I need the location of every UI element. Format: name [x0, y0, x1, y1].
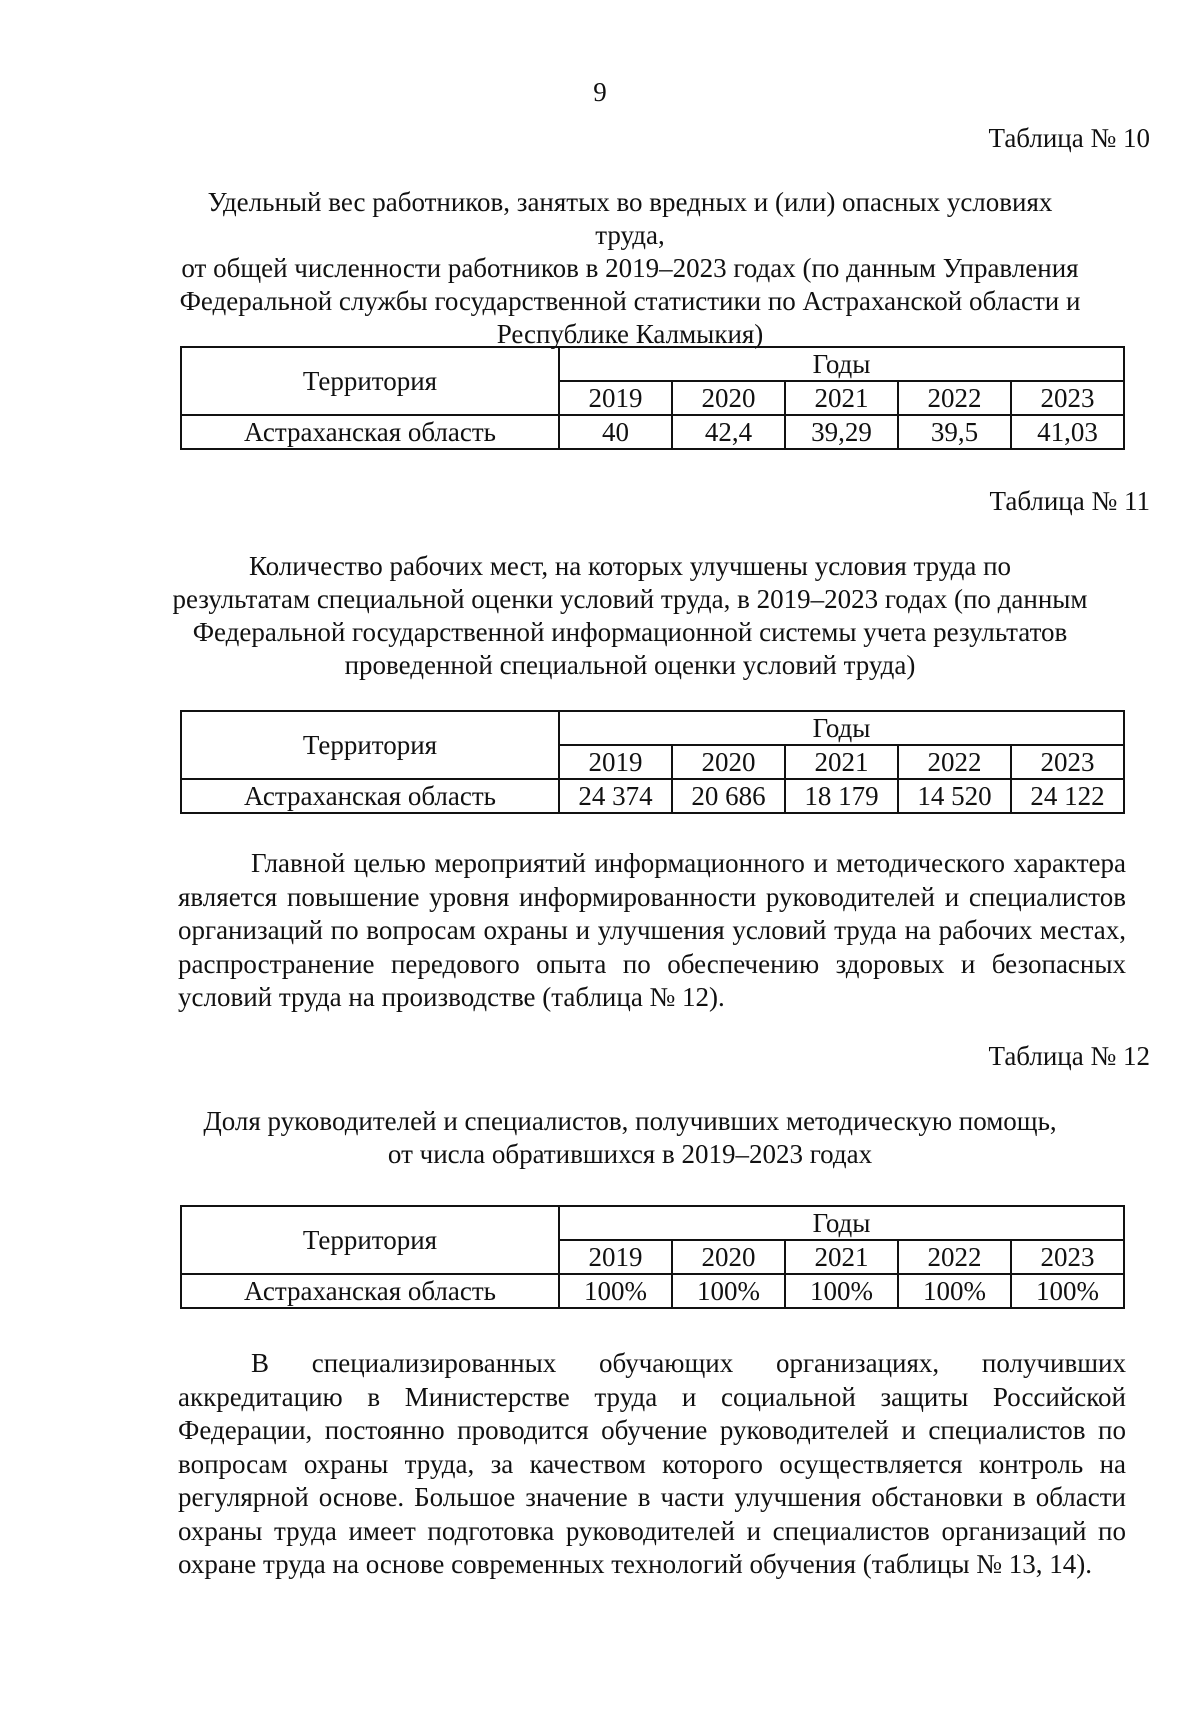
value-cell: 40: [559, 415, 672, 449]
header-territory: Территория: [181, 347, 559, 415]
table-12-label: Таблица № 12: [988, 1041, 1150, 1071]
year-cell: 2023: [1011, 745, 1124, 779]
year-cell: 2019: [559, 1240, 672, 1274]
value-cell: 20 686: [672, 779, 785, 813]
row-label: Астраханская область: [181, 779, 559, 813]
table-11: [180, 710, 1125, 814]
caption-line: Количество рабочих мест, на которых улучшены условия труда по: [248, 551, 1012, 581]
year-cell: 2020: [672, 1240, 785, 1274]
year-cell: 2022: [898, 745, 1011, 779]
value-cell: 14 520: [898, 779, 1011, 813]
value-cell: 100%: [785, 1274, 898, 1308]
table-10-label: Таблица № 10: [988, 123, 1150, 153]
caption-line: Доля руководителей и специалистов, получивших методическую помощь,: [203, 1106, 1057, 1136]
value-cell: 39,29: [785, 415, 898, 449]
table-12: [180, 1205, 1125, 1309]
table-12-caption: [170, 1105, 1090, 1171]
caption-line: от общей численности работников в 2019–2023 годах (по данным Управления: [181, 253, 1079, 283]
header-territory: Территория: [181, 711, 559, 779]
year-cell: 2023: [1011, 381, 1124, 415]
caption-line: результатам специальной оценки условий труда, в 2019–2023 годах (по данным: [172, 584, 1088, 614]
year-cell: 2021: [785, 1240, 898, 1274]
year-cell: 2020: [672, 381, 785, 415]
row-label: Астраханская область: [181, 1274, 559, 1308]
caption-line: Федеральной государственной информационной системы учета результатов: [192, 617, 1068, 647]
page-number: 9: [593, 77, 607, 107]
table-row: [181, 1274, 1124, 1308]
value-cell: 100%: [672, 1274, 785, 1308]
year-cell: 2020: [672, 745, 785, 779]
value-cell: 24 374: [559, 779, 672, 813]
value-cell: 100%: [1011, 1274, 1124, 1308]
caption-line: проведенной специальной оценки условий труда): [344, 650, 916, 680]
caption-line: от числа обратившихся в 2019–2023 годах: [387, 1139, 873, 1169]
caption-line: Удельный вес работников, занятых во вредных и (или) опасных условиях труда,: [207, 187, 1053, 250]
year-cell: 2021: [785, 381, 898, 415]
value-cell: 100%: [898, 1274, 1011, 1308]
table-11-label: Таблица № 11: [989, 486, 1150, 516]
value-cell: 39,5: [898, 415, 1011, 449]
value-cell: 42,4: [672, 415, 785, 449]
year-cell: 2019: [559, 381, 672, 415]
table-row: [181, 415, 1124, 449]
body-paragraph: В специализированных обучающих организациях, получивших аккредитацию в Министерстве труда и социальной защиты Российской Федерации, постоянно проводится обучение руководителей и специалистов по вопросам охраны труда, за качеством которого осуществляется контроль на регулярной основе. Большое значение в части улучшения обстановки в области охраны труда имеет подготовка руководителей и специалистов организаций по охране труда на основе современных технологий обучения (таблицы № 13, 14).: [178, 1348, 1126, 1579]
year-cell: 2019: [559, 745, 672, 779]
header-years: Годы: [559, 347, 1124, 381]
value-cell: 100%: [559, 1274, 672, 1308]
value-cell: 41,03: [1011, 415, 1124, 449]
year-cell: 2022: [898, 381, 1011, 415]
caption-line: Федеральной службы государственной статистики по Астраханской области и: [179, 286, 1081, 316]
caption-line: Республике Калмыкия): [496, 319, 764, 349]
year-cell: 2021: [785, 745, 898, 779]
header-years: Годы: [559, 711, 1124, 745]
table-row: [181, 779, 1124, 813]
table-10: [180, 346, 1125, 450]
header-years: Годы: [559, 1206, 1124, 1240]
year-cell: 2022: [898, 1240, 1011, 1274]
header-territory: Территория: [181, 1206, 559, 1274]
table-10-caption: [170, 186, 1090, 351]
year-cell: 2023: [1011, 1240, 1124, 1274]
row-label: Астраханская область: [181, 415, 559, 449]
table-11-caption: [170, 550, 1090, 682]
value-cell: 18 179: [785, 779, 898, 813]
value-cell: 24 122: [1011, 779, 1124, 813]
body-paragraph: Главной целью мероприятий информационного и методического характера является повышение уровня информированности руководителей и специалистов организаций по вопросам охраны и улучшения условий труда на рабочих местах, распространение передового опыта по обеспечению здоровых и безопасных условий труда на производстве (таблица № 12).: [178, 848, 1126, 1012]
